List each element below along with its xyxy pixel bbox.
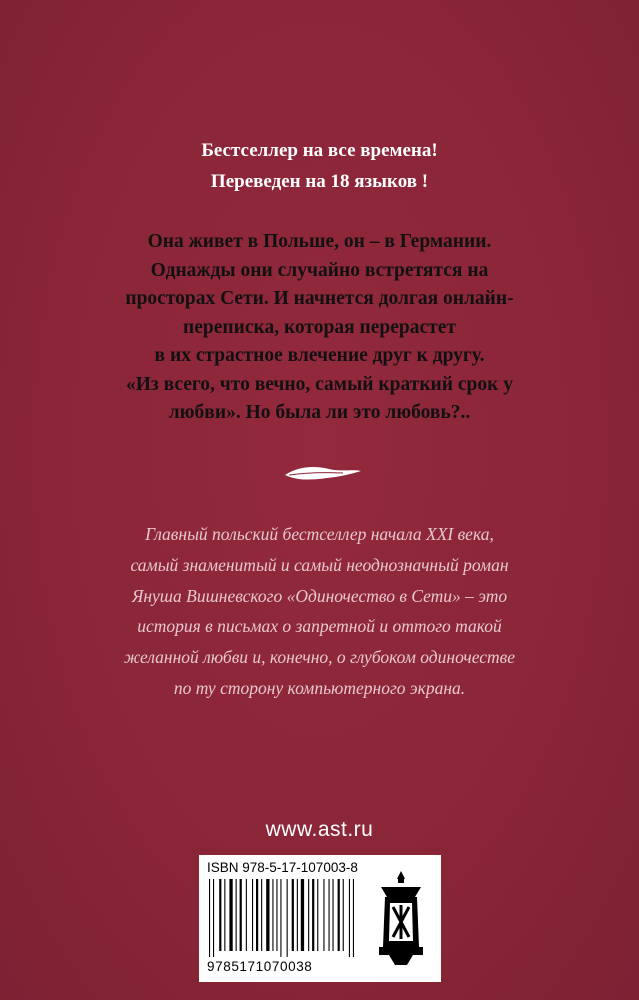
barcode-bar xyxy=(266,879,269,951)
barcode-bar xyxy=(256,879,258,951)
barcode-bar xyxy=(272,879,273,951)
ean-digits: 9785171070038 xyxy=(207,959,313,974)
blurb-line: переписка, которая перерастет xyxy=(183,316,456,338)
barcode-bar xyxy=(224,879,225,951)
barcode-bar xyxy=(312,879,314,951)
blurb-line: любви». Но была ли это любовь?.. xyxy=(168,402,471,423)
isbn-label: ISBN 978-5-17-107003-8 xyxy=(207,860,358,875)
blurb-paragraph xyxy=(0,228,639,428)
barcode-bar xyxy=(229,879,232,951)
review-line: по ту сторону компьютерного экрана. xyxy=(173,677,466,698)
barcode-bar xyxy=(240,879,242,951)
barcode-bar xyxy=(213,879,214,957)
barcode-bar xyxy=(333,879,334,951)
barcode-bar xyxy=(349,879,350,957)
blurb-line: просторах Сети. И начнется долгая онлайн- xyxy=(125,288,514,309)
review-line: Януша Вишневского «Одиночество в Сети» – это xyxy=(131,585,508,606)
barcode-bars xyxy=(207,879,357,957)
blurb-line: «Из всего, что вечно, самый краткий срок у xyxy=(125,373,514,395)
barcode-bar xyxy=(308,879,309,951)
review-line: история в письмах о запретной и оттого такой xyxy=(137,616,502,637)
barcode-bar xyxy=(301,879,304,951)
blurb-line: в их страстное влечение друг к другу. xyxy=(154,345,485,366)
barcode-bar xyxy=(252,879,253,951)
barcode-bar xyxy=(246,879,247,951)
barcode-bar xyxy=(292,879,294,951)
review-paragraph xyxy=(0,519,639,704)
barcode-bar xyxy=(323,879,324,951)
barcode-bar xyxy=(280,879,281,957)
barcode-panel xyxy=(199,855,441,982)
barcode-bar xyxy=(209,879,210,957)
barcode-bar xyxy=(343,879,344,951)
headline-line-1: Бестселлер на все времена! xyxy=(201,140,438,161)
review-line: желанной любви и, конечно, о глубоком одиночестве xyxy=(123,647,516,668)
barcode-bar xyxy=(338,879,340,951)
barcode-bar xyxy=(261,879,262,951)
headline-line-2: Переведен на 18 языков ! xyxy=(210,171,429,192)
barcode-bar xyxy=(353,879,354,957)
barcode-bar xyxy=(219,879,221,951)
lantern-icon xyxy=(371,867,431,971)
barcode-bar xyxy=(287,879,288,957)
barcode-bar xyxy=(317,879,318,951)
review-line: самый знаменитый и самый неоднозначный роман xyxy=(130,554,509,575)
barcode-bar xyxy=(236,879,237,951)
headline xyxy=(0,135,639,197)
review-line: Главный польский бестселлер начала XXI века, xyxy=(145,524,494,544)
blurb-line: Однажды они случайно встретятся на xyxy=(150,259,489,281)
barcode-bar xyxy=(297,879,298,951)
feather-swash-icon xyxy=(283,463,363,485)
barcode-bar xyxy=(329,879,330,951)
publisher-website[interactable]: www.ast.ru xyxy=(265,818,374,841)
blurb-line: Она живет в Польше, он – в Германии. xyxy=(147,231,492,252)
barcode-bar xyxy=(276,879,277,951)
